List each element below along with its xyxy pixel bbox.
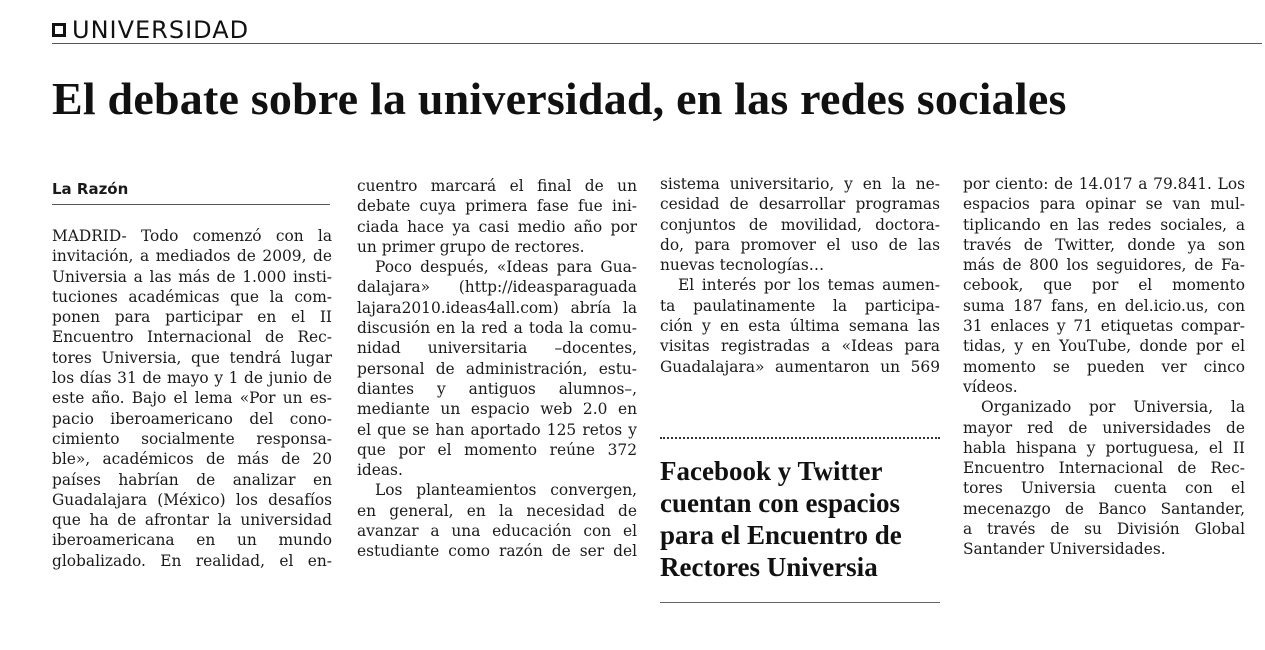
article-headline: El debate sobre la universidad, en las redes sociales bbox=[52, 73, 1067, 124]
text-line: discusión en la red a toda la comu- bbox=[357, 319, 637, 338]
sidebar-box-title bbox=[660, 455, 942, 583]
box-title-line: cuentan con espacios bbox=[660, 488, 901, 518]
box-title-line: Rectores Universia bbox=[660, 552, 878, 582]
text-line: debate cuya primera fase fue ini- bbox=[357, 197, 637, 216]
article-column-2 bbox=[357, 176, 637, 562]
section-label bbox=[52, 16, 249, 44]
article-column-1 bbox=[52, 226, 332, 571]
text-line: Poco después, «Ideas para Gua- bbox=[375, 258, 637, 277]
text-line: suma 187 fans, en del.icio.us, con bbox=[963, 296, 1245, 315]
byline: La Razón bbox=[52, 180, 129, 198]
text-line: avanzar a una educación con el bbox=[357, 522, 637, 541]
text-line: mayor red de universidades de bbox=[963, 418, 1245, 437]
text-line: tiplicando en las redes sociales, a bbox=[963, 215, 1245, 234]
text-line: Guadalajara (México) los desafíos bbox=[52, 490, 332, 509]
byline-divider bbox=[52, 204, 330, 205]
text-line: ciada hace ya casi medio año por bbox=[357, 217, 637, 236]
text-line: que por el momento reúne 372 bbox=[357, 440, 637, 459]
text-line: los días 31 de mayo y 1 de junio de bbox=[52, 369, 332, 388]
text-line: dalajara» (http://ideasparaguada bbox=[357, 278, 637, 297]
text-line: estudiante como razón de ser del bbox=[357, 542, 637, 561]
text-line: iberoamericana en un mundo bbox=[52, 531, 332, 550]
section-title: UNIVERSIDAD bbox=[72, 16, 250, 44]
text-line: mecenazgo de Banco Santander, bbox=[963, 499, 1245, 518]
text-line: Universia a las más de 1.000 insti- bbox=[52, 267, 332, 286]
text-line: países habrían de analizar en bbox=[52, 470, 332, 489]
top-divider bbox=[52, 43, 1262, 44]
text-line: mediante un espacio web 2.0 en bbox=[357, 400, 637, 419]
text-line: sistema universitario, y en la ne- bbox=[660, 175, 940, 193]
text-line: Santander Universidades. bbox=[963, 540, 1166, 559]
square-icon bbox=[52, 23, 66, 37]
text-line: un primer grupo de rectores. bbox=[357, 237, 585, 256]
text-line: ideas. bbox=[357, 461, 403, 480]
text-line: cebook, que por el momento bbox=[963, 276, 1245, 295]
article-column-4 bbox=[963, 174, 1245, 560]
text-line: habla hispana y portuguesa, el II bbox=[963, 438, 1245, 457]
text-line: visitas registradas a «Ideas para bbox=[660, 337, 940, 356]
text-line: ta paulatinamente la participa- bbox=[660, 296, 940, 315]
text-line: personal de administración, estu- bbox=[357, 359, 637, 378]
text-line: el que se han aportado 125 retos y bbox=[357, 420, 637, 439]
text-line: globalizado. En realidad, el en- bbox=[52, 551, 332, 570]
text-line: pacio iberoamericano del cono- bbox=[52, 409, 332, 428]
text-line: Organizado por Universia, la bbox=[981, 398, 1245, 417]
text-line: conjuntos de movilidad, doctora- bbox=[660, 215, 940, 234]
text-line: invitación, a mediados de 2009, de bbox=[52, 247, 332, 266]
article-column-3 bbox=[660, 174, 940, 377]
text-line: cesidad de desarrollar programas bbox=[660, 195, 940, 214]
text-line: vídeos. bbox=[963, 377, 1018, 396]
text-line: lajara2010.ideas4all.com) abría la bbox=[357, 298, 637, 317]
text-line: tidas, y en YouTube, donde por el bbox=[963, 337, 1245, 356]
text-line: nuevas tecnologías… bbox=[660, 256, 825, 275]
text-line: Los planteamientos convergen, bbox=[375, 481, 637, 500]
text-line: 31 enlaces y 71 etiquetas compar- bbox=[963, 317, 1245, 336]
sidebar-box-divider bbox=[660, 437, 940, 439]
text-line: momento se pueden ver cinco bbox=[963, 357, 1245, 376]
text-line: ponen para participar en el II bbox=[52, 308, 332, 327]
text-line: este año. Bajo el lema «Por un es- bbox=[52, 389, 332, 408]
text-line: por ciento: de 14.017 a 79.841. Los bbox=[963, 175, 1245, 193]
box-title-line: para el Encuentro de bbox=[660, 520, 902, 550]
text-line: MADRID- Todo comenzó con la bbox=[52, 227, 332, 245]
text-line: en general, en la necesidad de bbox=[357, 501, 637, 520]
text-line: diantes y antiguos alumnos–, bbox=[357, 379, 637, 398]
text-line: Encuentro Internacional de Rec- bbox=[52, 328, 332, 347]
sidebar-box-bottom-divider bbox=[660, 602, 940, 603]
text-line: tuciones académicas que la com- bbox=[52, 287, 332, 306]
box-title-line: Facebook y Twitter bbox=[660, 456, 883, 486]
text-line: ble», académicos de más de 20 bbox=[52, 450, 332, 469]
text-line: cuentro marcará el final de un bbox=[357, 177, 637, 195]
text-line: cimiento socialmente responsa- bbox=[52, 429, 332, 448]
text-line: Guadalajara» aumentaron un 569 bbox=[660, 357, 940, 376]
text-line: ción y en esta última semana las bbox=[660, 317, 940, 336]
text-line: nidad universitaria –docentes, bbox=[357, 339, 637, 358]
text-line: través de Twitter, donde ya son bbox=[963, 235, 1245, 254]
text-line: El interés por los temas aumen- bbox=[678, 276, 940, 295]
text-line: tores Universia cuenta con el bbox=[963, 479, 1245, 498]
text-line: más de 800 los seguidores, de Fa- bbox=[963, 256, 1245, 275]
text-line: que ha de afrontar la universidad bbox=[52, 511, 332, 530]
text-line: Encuentro Internacional de Rec- bbox=[963, 459, 1245, 478]
text-line: espacios para opinar se van mul- bbox=[963, 195, 1245, 214]
text-line: do, para promover el uso de las bbox=[660, 235, 940, 254]
text-line: a través de su División Global bbox=[963, 520, 1245, 539]
text-line: tores Universia, que tendrá lugar bbox=[52, 348, 332, 367]
